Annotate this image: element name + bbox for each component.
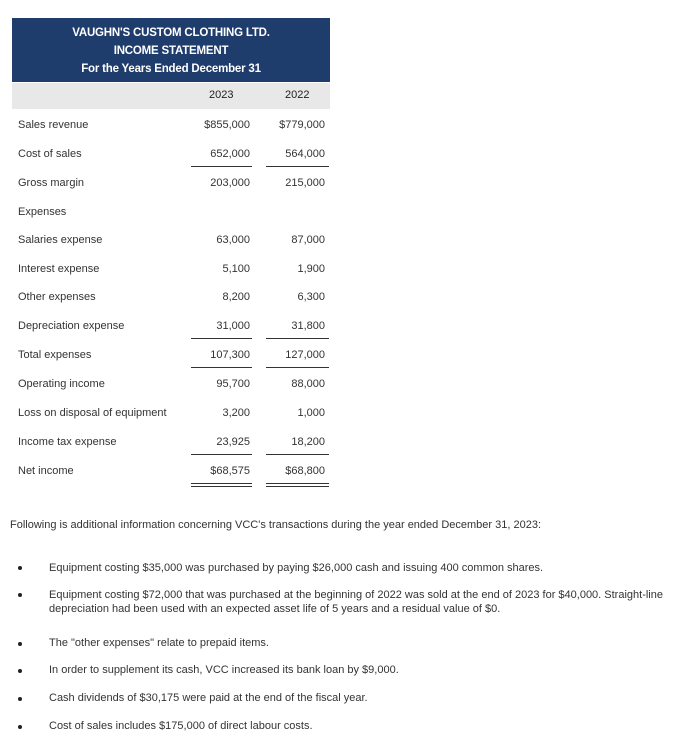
value-2022-gross-margin: 215,000 (285, 177, 325, 189)
statement-period: For the Years Ended December 31 (81, 63, 261, 75)
value-2022-depreciation-expense: 31,800 (291, 320, 325, 332)
value-2023-sales-revenue: $855,000 (204, 119, 250, 131)
double-underline-2023-net-income-top (191, 483, 252, 484)
value-2022-income-tax-expense: 18,200 (291, 436, 325, 448)
row-label-depreciation-expense: Depreciation expense (18, 320, 125, 332)
row-label-salaries-expense: Salaries expense (18, 234, 103, 246)
year-2022-heading: 2022 (285, 89, 310, 101)
additional-info-intro: Following is additional information concerning VCC's transactions during the year ended December 31, 2023: (10, 519, 542, 531)
value-2022-cost-of-sales: 564,000 (285, 148, 325, 160)
value-2023-total-expenses: 107,300 (210, 349, 250, 361)
bullet-cash-dividends: Cash dividends of $30,175 were paid at the end of the fiscal year. (49, 692, 368, 704)
underline-2022-depreciation-expense (266, 338, 329, 339)
underline-2023-income-tax-expense (191, 454, 252, 455)
row-label-other-expenses: Other expenses (18, 291, 96, 303)
underline-2022-income-tax-expense (266, 454, 329, 455)
year-header-band (12, 83, 330, 109)
year-2023-heading: 2023 (209, 89, 234, 101)
bullet-point (18, 566, 22, 570)
row-label-loss-on-disposal: Loss on disposal of equipment (18, 407, 167, 419)
underline-2023-total-expenses (191, 367, 252, 368)
value-2023-depreciation-expense: 31,000 (216, 320, 250, 332)
value-2022-net-income: $68,800 (285, 465, 325, 477)
value-2022-other-expenses: 6,300 (297, 291, 325, 303)
value-2022-sales-revenue: $779,000 (279, 119, 325, 131)
double-underline-2023-net-income-bottom (191, 486, 252, 487)
underline-2023-cost-of-sales (191, 166, 252, 167)
value-2023-gross-margin: 203,000 (210, 177, 250, 189)
bullet-point (18, 669, 22, 673)
statement-header (12, 18, 330, 82)
value-2023-other-expenses: 8,200 (222, 291, 250, 303)
value-2023-cost-of-sales: 652,000 (210, 148, 250, 160)
underline-2023-depreciation-expense (191, 338, 252, 339)
row-label-sales-revenue: Sales revenue (18, 119, 89, 131)
row-label-cost-of-sales: Cost of sales (18, 148, 82, 160)
bullet-other-expenses: The "other expenses" relate to prepaid items. (49, 637, 269, 649)
value-2023-income-tax-expense: 23,925 (216, 436, 250, 448)
bullet-bank-loan: In order to supplement its cash, VCC increased its bank loan by $9,000. (49, 664, 399, 676)
bullet-point (18, 593, 22, 597)
statement-title: INCOME STATEMENT (113, 45, 229, 57)
value-2022-total-expenses: 127,000 (285, 349, 325, 361)
bullet-point (18, 642, 22, 646)
row-label-operating-income: Operating income (18, 378, 105, 390)
company-name: VAUGHN'S CUSTOM CLOTHING LTD. (72, 27, 270, 39)
row-label-net-income: Net income (18, 465, 74, 477)
value-2022-operating-income: 88,000 (291, 378, 325, 390)
row-label-expenses: Expenses (18, 206, 67, 218)
value-2023-salaries-expense: 63,000 (216, 234, 250, 246)
bullet-equipment-purchase: Equipment costing $35,000 was purchased by paying $26,000 cash and issuing 400 common shares. (49, 562, 544, 574)
underline-2022-total-expenses (266, 367, 329, 368)
row-label-income-tax-expense: Income tax expense (18, 436, 117, 448)
value-2022-loss-on-disposal: 1,000 (297, 407, 325, 419)
bullet-point (18, 725, 22, 729)
double-underline-2022-net-income-bottom (266, 486, 329, 487)
value-2023-net-income: $68,575 (210, 465, 250, 477)
underline-2022-cost-of-sales (266, 166, 329, 167)
row-label-total-expenses: Total expenses (18, 349, 92, 361)
bullet-direct-labour: Cost of sales includes $175,000 of direct labour costs. (49, 720, 313, 732)
bullet-equipment-sale: Equipment costing $72,000 that was purchased at the beginning of 2022 was sold at the end of 2023 for $40,000. Straight-line depreciation had been used with an expected asset life of 5 years and a residual value of $0. (49, 589, 663, 615)
value-2022-interest-expense: 1,900 (297, 263, 325, 275)
value-2022-salaries-expense: 87,000 (291, 234, 325, 246)
value-2023-interest-expense: 5,100 (222, 263, 250, 275)
row-label-interest-expense: Interest expense (18, 263, 100, 275)
row-label-gross-margin: Gross margin (18, 177, 85, 189)
value-2023-operating-income: 95,700 (216, 378, 250, 390)
double-underline-2022-net-income-top (266, 483, 329, 484)
bullet-point (18, 697, 22, 701)
value-2023-loss-on-disposal: 3,200 (222, 407, 250, 419)
